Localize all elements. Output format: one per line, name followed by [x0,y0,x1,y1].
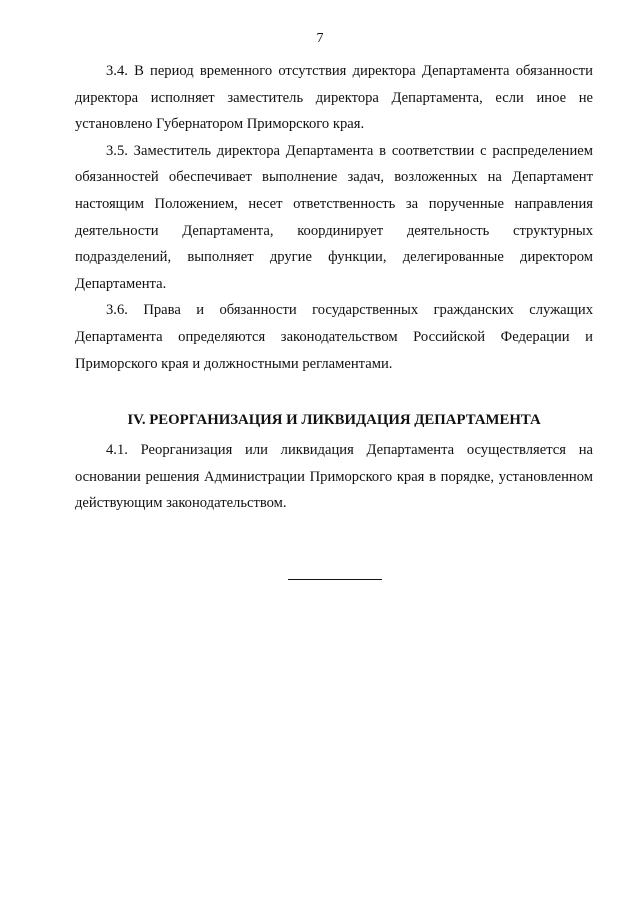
section-heading-iv: IV. РЕОРГАНИЗАЦИЯ И ЛИКВИДАЦИЯ ДЕПАРТАМЕНТА [127,412,541,429]
paragraph-4-1: 4.1. Реорганизация или ликвидация Департамента осуществляется на основании решения Администрации Приморского края в порядке, установленном действующим законодательством. [75,442,593,512]
document-body [75,58,593,517]
end-of-document-rule [288,579,382,580]
paragraph-3-6: 3.6. Права и обязанности государственных гражданских служащих Департамента определяются законодательством Российской Федерации и Приморского края и должностными регламентами. [75,302,593,372]
paragraph-3-4: 3.4. В период временного отсутствия директора Департамента обязанности директора исполняет заместитель директора Департамента, если иное не установлено Губернатором Приморского края. [75,63,593,133]
page-number: 7 [316,31,324,46]
paragraph-3-5: 3.5. Заместитель директора Департамента в соответствии с распределением обязанностей обеспечивает выполнение задач, возложенных на Департамент настоящим Положением, несет ответственность за порученные направления деятельности Департамента, координирует деятельность структурных подразделений, выполняет другие функции, делегированные директором Департамента. [75,142,593,292]
